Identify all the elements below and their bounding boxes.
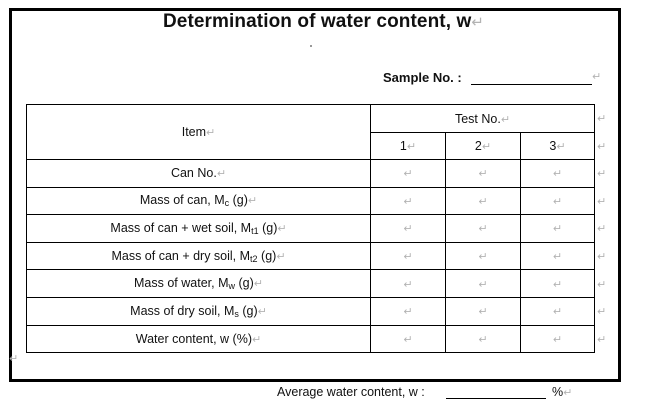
header-row	[27, 105, 595, 133]
row-label: Can No.↵	[27, 160, 371, 188]
return-mark-icon: ↵	[247, 195, 258, 208]
return-mark-icon: ↵	[406, 141, 417, 153]
return-mark-icon: ↵	[597, 141, 607, 153]
return-mark-icon: ↵	[478, 168, 488, 181]
return-mark-icon: ↵	[277, 222, 287, 235]
return-mark-icon: ↵	[478, 223, 488, 236]
value-cell[interactable]	[446, 160, 521, 188]
return-mark-icon: ↵	[597, 196, 607, 208]
title-text: Determination of water content, w	[162, 11, 472, 32]
return-mark-icon: ↵	[592, 71, 602, 83]
table-row	[27, 215, 595, 243]
return-mark-icon: ↵	[403, 251, 413, 264]
return-mark-icon: ↵	[597, 334, 607, 346]
average-label: Average water content, w :	[277, 385, 425, 399]
table-row	[27, 297, 595, 325]
return-mark-icon: ↵	[253, 278, 263, 291]
value-cell[interactable]	[446, 187, 521, 215]
value-cell[interactable]	[446, 215, 521, 243]
value-cell[interactable]	[446, 297, 521, 325]
test-no-header: Test No.↵	[371, 105, 595, 133]
row-label: Mass of dry soil, $M_s$ (g)↵	[27, 297, 371, 325]
item-header: Item↵	[27, 105, 371, 160]
value-cell[interactable]	[521, 242, 595, 270]
table-row	[27, 160, 595, 188]
average-field[interactable]	[446, 398, 546, 399]
return-mark-icon: ↵	[552, 195, 563, 208]
value-cell[interactable]	[371, 242, 446, 270]
value-cell[interactable]	[371, 187, 446, 215]
value-cell[interactable]	[371, 160, 446, 188]
return-mark-icon: ↵	[216, 168, 227, 181]
value-cell[interactable]	[371, 325, 446, 353]
value-cell[interactable]	[521, 187, 595, 215]
return-mark-icon: ↵	[556, 141, 566, 153]
value-cell[interactable]	[371, 215, 446, 243]
sample-no-label: Sample No. :	[383, 70, 462, 85]
water-content-table	[26, 104, 595, 353]
return-mark-icon: ↵	[552, 333, 563, 346]
stray-dot	[310, 45, 312, 47]
value-cell[interactable]	[446, 242, 521, 270]
return-mark-icon: ↵	[552, 223, 563, 236]
table-row	[27, 325, 595, 353]
table-row	[27, 270, 595, 298]
value-cell[interactable]	[521, 325, 595, 353]
row-label: Water content, w (%)↵	[27, 325, 371, 353]
return-mark-icon: ↵	[206, 127, 216, 139]
row-label: Mass of can + dry soil, $M_{t2}$ (g)↵	[27, 242, 371, 270]
value-cell[interactable]	[521, 160, 595, 188]
return-mark-icon: ↵	[597, 168, 607, 180]
value-cell[interactable]	[521, 270, 595, 298]
return-mark-icon: ↵	[478, 195, 488, 208]
row-label: Mass of water, $M_w$ (g)↵	[27, 270, 371, 298]
return-mark-icon: ↵	[500, 113, 511, 126]
return-mark-icon: ↵	[403, 223, 413, 236]
return-mark-icon: ↵	[597, 113, 607, 125]
return-mark-icon: ↵	[403, 278, 413, 291]
return-mark-icon: ↵	[552, 306, 563, 319]
return-mark-icon: ↵	[403, 195, 413, 208]
return-mark-icon: ↵	[276, 250, 286, 263]
return-mark-icon: ↵	[552, 251, 563, 264]
return-mark-icon: ↵	[597, 306, 607, 318]
value-cell[interactable]	[371, 297, 446, 325]
value-cell[interactable]	[371, 270, 446, 298]
return-mark-icon: ↵	[597, 279, 607, 291]
return-mark-icon: ↵	[478, 251, 488, 264]
value-cell[interactable]	[521, 215, 595, 243]
value-cell[interactable]	[446, 325, 521, 353]
value-cell[interactable]	[521, 297, 595, 325]
row-label: Mass of can, $M_c$ (g)↵	[27, 187, 371, 215]
return-mark-icon: ↵	[481, 141, 492, 153]
row-label: Mass of can + wet soil, $M_{t1}$ (g)↵	[27, 215, 371, 243]
return-mark-icon: ↵	[403, 306, 413, 319]
return-mark-icon: ↵	[403, 168, 413, 181]
test-number-3: 3↵	[521, 133, 595, 160]
test-number-2: 2↵	[446, 133, 521, 160]
return-mark-icon: ↵	[478, 333, 488, 346]
return-mark-icon: ↵	[471, 14, 485, 31]
return-mark-icon: ↵	[597, 251, 607, 263]
return-mark-icon: ↵	[563, 387, 573, 399]
return-mark-icon: ↵	[403, 333, 413, 346]
return-mark-icon: ↵	[252, 333, 262, 346]
return-mark-icon: ↵	[552, 168, 563, 181]
return-mark-icon: ↵	[597, 223, 607, 235]
return-mark-icon: ↵	[478, 306, 488, 319]
table-row	[27, 242, 595, 270]
return-mark-icon: ↵	[478, 278, 488, 291]
value-cell[interactable]	[446, 270, 521, 298]
return-mark-icon: ↵	[552, 278, 563, 291]
sample-no-field[interactable]	[471, 84, 592, 85]
table-row	[27, 187, 595, 215]
average-unit: %↵	[552, 385, 573, 399]
test-number-1: 1↵	[371, 133, 446, 160]
return-mark-icon: ↵	[9, 353, 19, 365]
return-mark-icon: ↵	[257, 305, 267, 318]
document-title	[0, 11, 647, 33]
